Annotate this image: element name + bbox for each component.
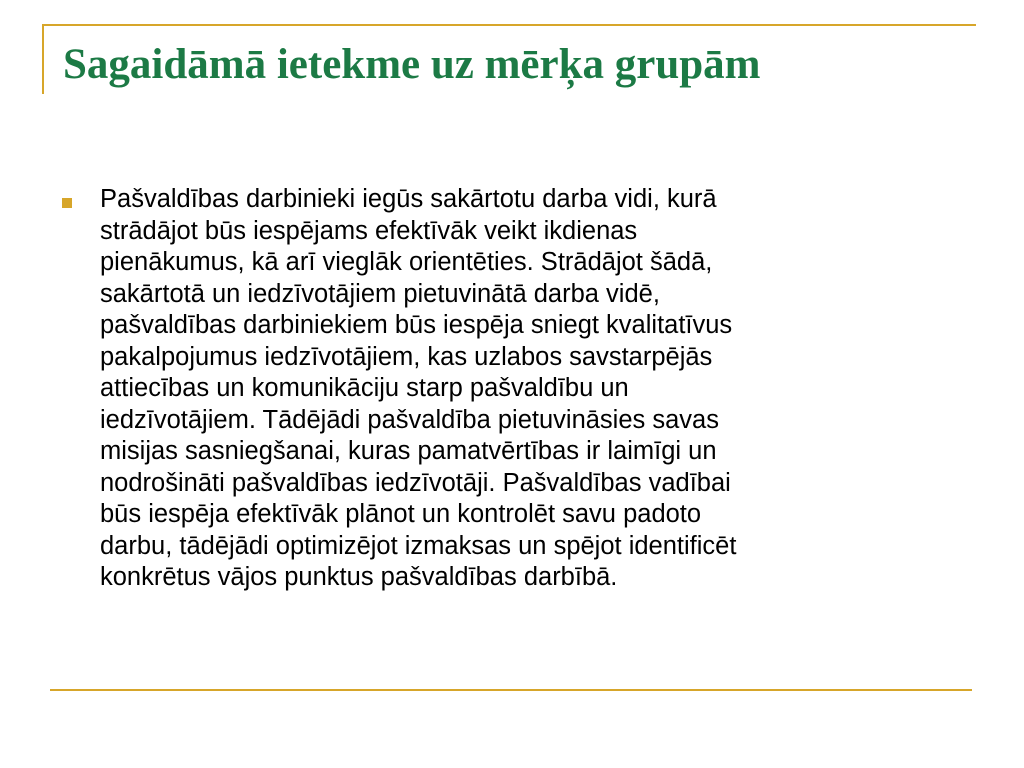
top-divider — [42, 24, 976, 26]
bottom-divider — [50, 689, 972, 691]
square-bullet-icon — [62, 198, 72, 208]
left-divider — [42, 24, 44, 94]
bullet-text: Pašvaldības darbinieki iegūs sakārtotu darba vidi, kurā strādājot būs iespējams efektīvāk veikt ikdienas pienākumus, kā arī vieglāk orientēties. Strādājot šādā, sakārtotā un iedzīvotājiem pietuvinātā darba vidē, pašvaldības darbiniekiem būs iespēja sniegt kvalitatīvus pakalpojumus iedzīvotājiem, kas uzlabos savstarpējās attiecības un komunikāciju starp pašvaldību un iedzīvotājiem. Tādējādi pašvaldība pietuvināsies savas misijas sasniegšanai, kuras pamatvērtības ir laimīgi un nodrošināti pašvaldības iedzīvotāji. Pašvaldības vadībai būs iespēja efektīvāk plānot un kontrolēt savu padoto darbu, tādējādi optimizējot izmaksas un spējot identificēt konkrētus vājos punktus pašvaldības darbībā. — [100, 185, 737, 591]
list-item — [62, 184, 962, 594]
bullet-list — [62, 184, 962, 594]
slide-title: Sagaidāmā ietekme uz mērķa grupām — [63, 41, 761, 88]
